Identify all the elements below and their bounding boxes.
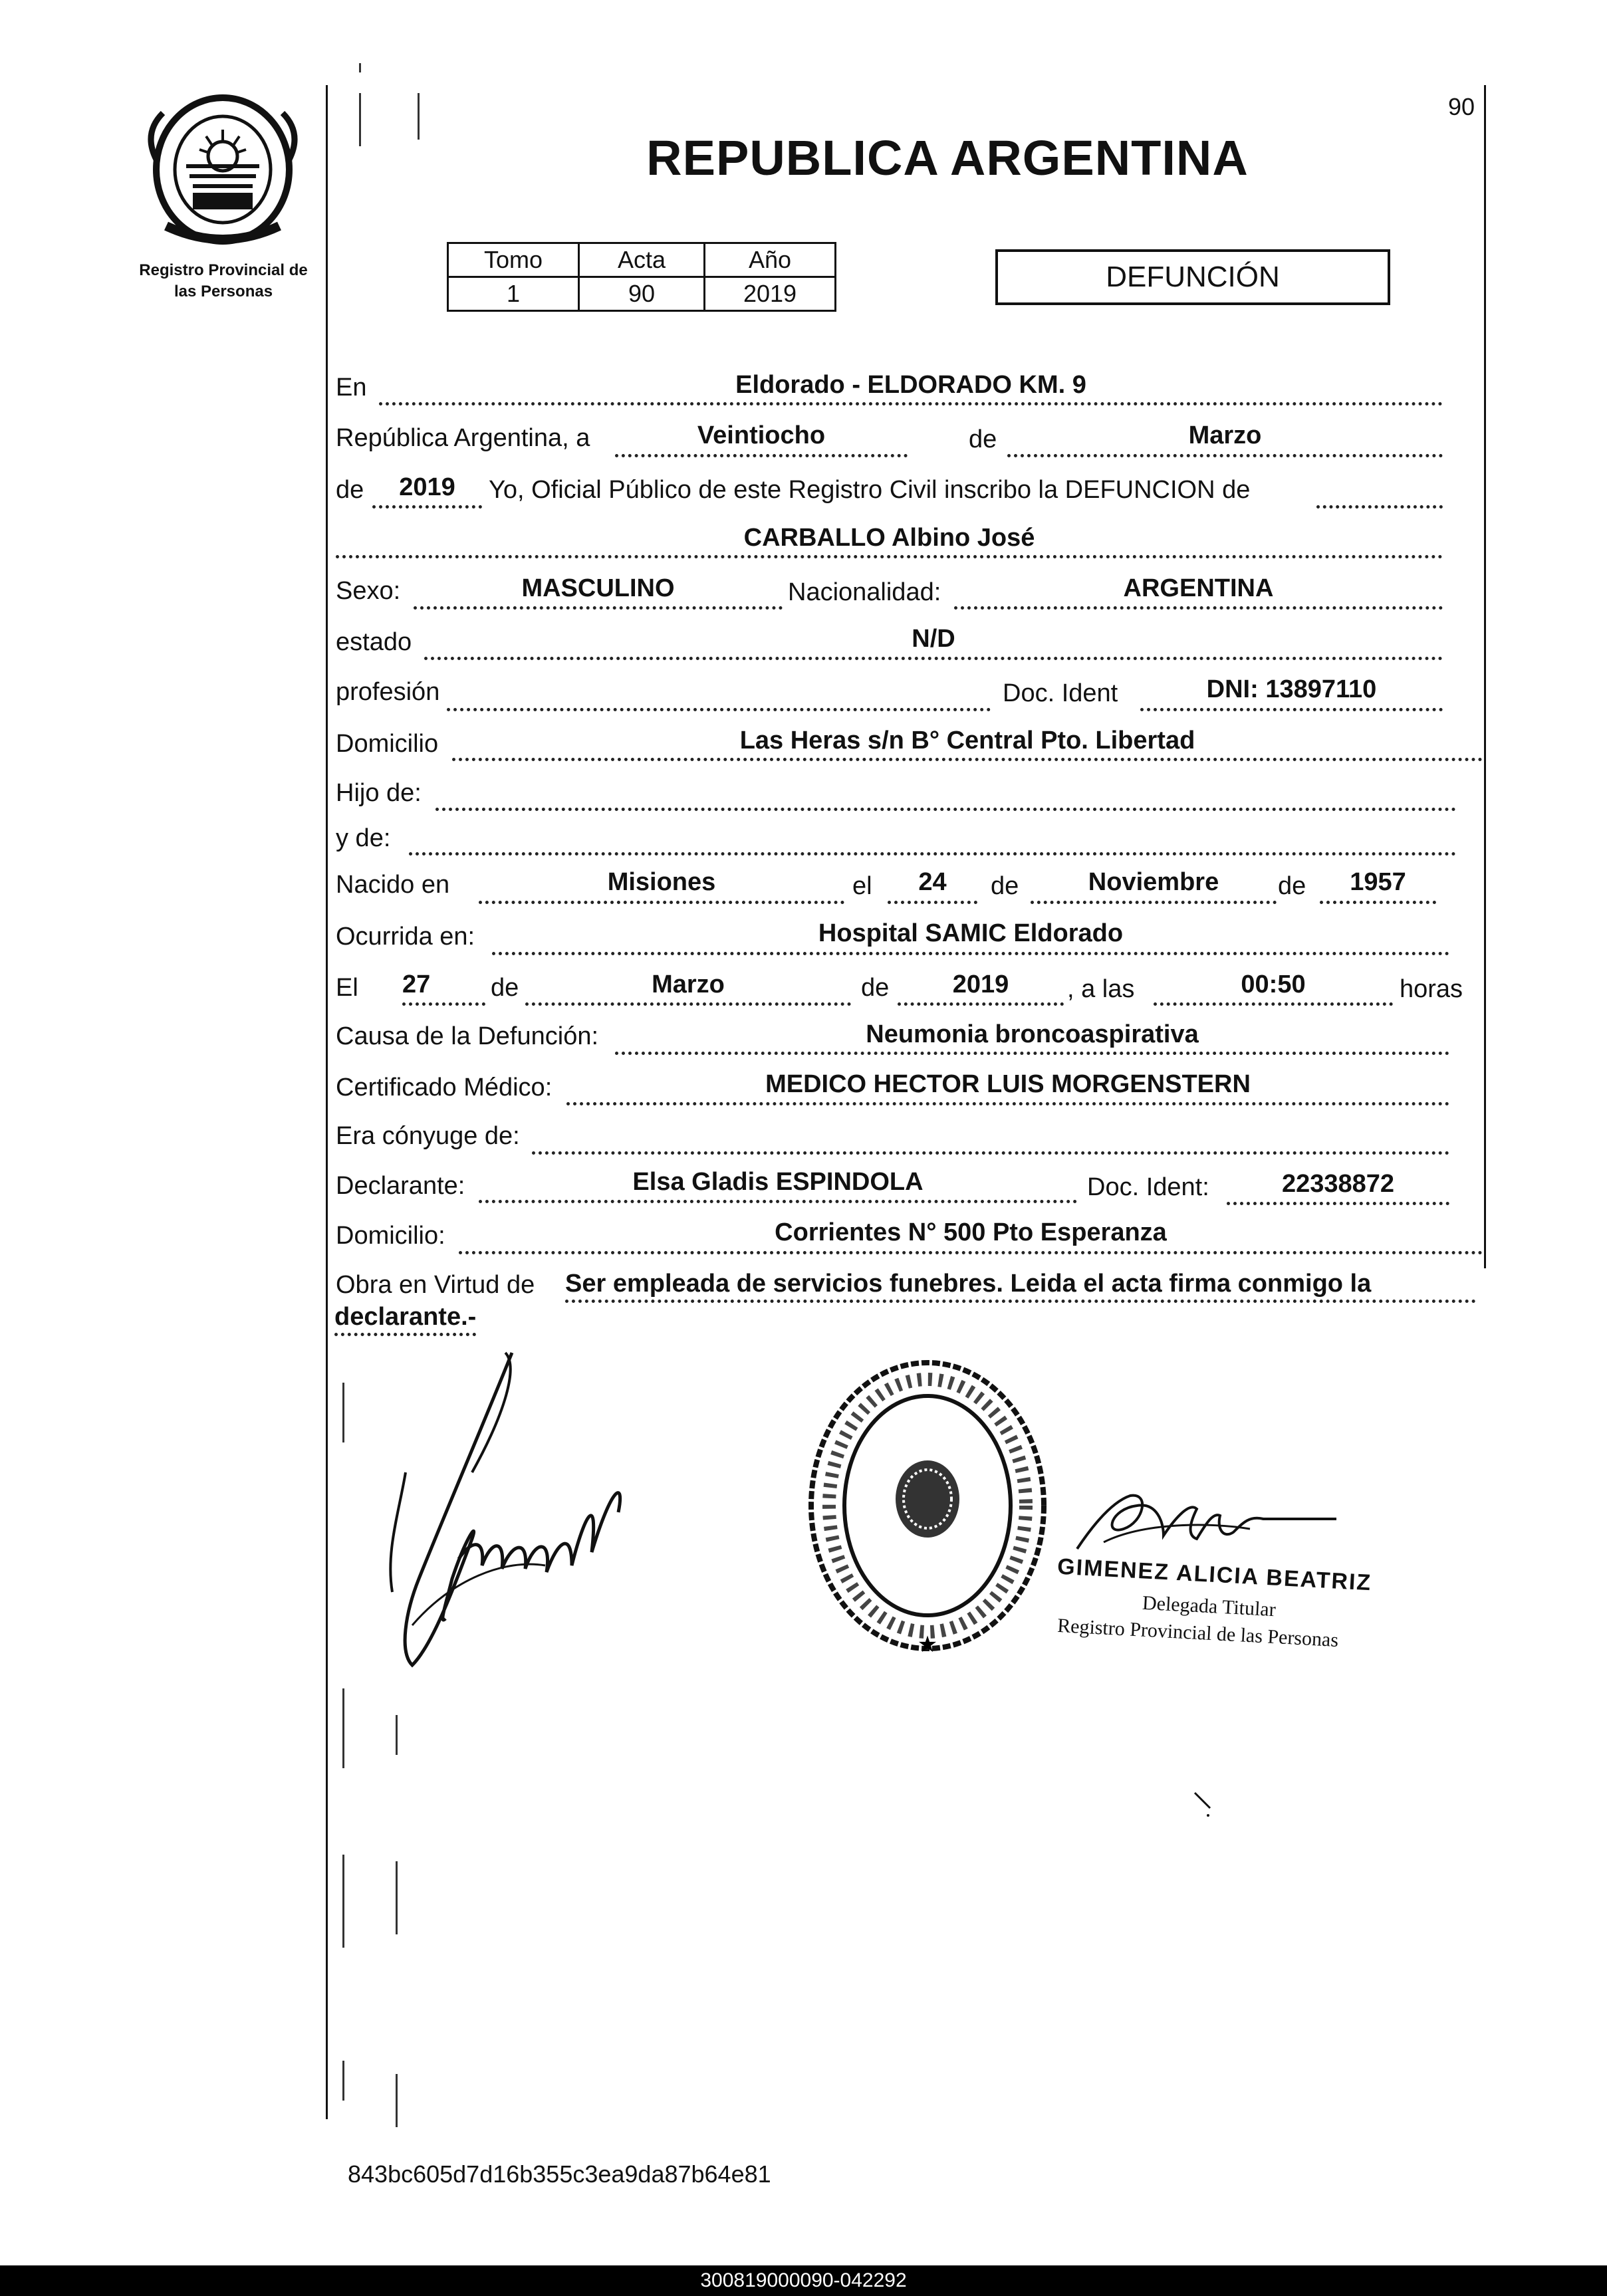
- physician-value: MEDICO HECTOR LUIS MORGENSTERN: [765, 1070, 1251, 1098]
- dotted-line: [898, 1002, 1064, 1006]
- table-header: Año: [705, 243, 836, 277]
- table-cell: 2019: [705, 277, 836, 311]
- dotted-line: [525, 1002, 851, 1006]
- label-obra: Obra en Virtud de: [336, 1271, 535, 1299]
- logo-caption: Registro Provincial de: [139, 261, 308, 279]
- document-hash: 843bc605d7d16b355c3ea9da87b64e81: [348, 2160, 771, 2188]
- obra-value-line1: Ser empleada de servicios funebres. Leida el acta firma conmigo la: [565, 1270, 1476, 1303]
- dotted-line: [424, 657, 1443, 660]
- table-header: Tomo: [448, 243, 579, 277]
- left-margin-line: [326, 85, 328, 2119]
- scan-mark: [342, 1688, 344, 1768]
- scan-mark: [396, 1861, 398, 1934]
- label-el: El: [336, 974, 358, 1002]
- label-oficial: Yo, Oficial Público de este Registro Civil inscribo la DEFUNCION de: [489, 476, 1251, 504]
- official-role: Delegada Titular: [1142, 1591, 1277, 1621]
- death-day-value: 27: [402, 971, 431, 998]
- label-y-de: y de:: [336, 824, 391, 852]
- province-seal-logo: [136, 93, 309, 246]
- dotted-line: [888, 901, 977, 904]
- dotted-line: [1140, 708, 1443, 711]
- dotted-line: [954, 606, 1443, 610]
- label-profesion: profesión: [336, 678, 440, 706]
- declarant-value: Elsa Gladis ESPINDOLA: [632, 1168, 924, 1196]
- dotted-line: [1154, 1002, 1393, 1006]
- scan-mark: [418, 93, 420, 140]
- label-nacionalidad: Nacionalidad:: [788, 578, 941, 606]
- dotted-line: [414, 606, 783, 610]
- label-declarante: Declarante:: [336, 1172, 465, 1200]
- death-year-value: 2019: [952, 971, 1009, 998]
- dotted-line: [452, 758, 1483, 761]
- label-de: de: [1278, 872, 1306, 900]
- dotted-line: [615, 454, 908, 457]
- stray-mark: [1193, 1791, 1213, 1818]
- label-de: de: [969, 425, 997, 453]
- label-nacido: Nacido en: [336, 871, 450, 899]
- dotted-line: [532, 1151, 1449, 1155]
- record-type-box: DEFUNCIÓN: [995, 249, 1390, 305]
- label-de: de: [336, 476, 364, 504]
- dotted-line: [479, 901, 844, 904]
- official-signature: [1064, 1476, 1343, 1562]
- page-title: REPUBLICA ARGENTINA: [646, 130, 1249, 185]
- death-month-value: Marzo: [652, 971, 725, 998]
- sex-value: MASCULINO: [521, 574, 675, 602]
- document-value: DNI: 13897110: [1206, 675, 1377, 703]
- dotted-line: [336, 555, 1443, 558]
- label-doc-ident: Doc. Ident:: [1087, 1173, 1209, 1201]
- label-domicilio: Domicilio: [336, 730, 439, 758]
- dotted-line: [447, 708, 991, 711]
- label-horas: horas: [1400, 975, 1463, 1003]
- label-en: En: [336, 374, 367, 402]
- scan-mark: [342, 1383, 344, 1442]
- birth-year-value: 1957: [1350, 868, 1406, 896]
- declarant-signature: [372, 1339, 652, 1685]
- dotted-line: [479, 1200, 1077, 1203]
- dotted-line: [1320, 901, 1436, 904]
- obra-value-line2: declarante.-: [334, 1303, 476, 1336]
- scan-mark: [342, 1855, 344, 1948]
- official-stamp: [801, 1349, 1054, 1662]
- day-text-value: Veintiocho: [697, 421, 826, 449]
- logo-caption: las Personas: [174, 283, 273, 300]
- scan-mark: [342, 2061, 344, 2101]
- birth-month-value: Noviembre: [1088, 868, 1219, 896]
- cause-value: Neumonia broncoaspirativa: [866, 1020, 1199, 1048]
- dotted-line: [615, 1052, 1449, 1055]
- dotted-line: [372, 505, 482, 509]
- address-value: Las Heras s/n B° Central Pto. Libertad: [739, 727, 1195, 754]
- scan-mark: [396, 1715, 398, 1755]
- label-conyuge: Era cónyuge de:: [336, 1122, 520, 1150]
- label-causa: Causa de la Defunción:: [336, 1022, 599, 1050]
- dotted-line: [566, 1102, 1449, 1105]
- scan-mark: [359, 93, 361, 146]
- scan-mark: [359, 63, 361, 72]
- official-name: GIMENEZ ALICIA BEATRIZ: [1056, 1553, 1373, 1596]
- year-value: 2019: [399, 473, 455, 501]
- table-header: Acta: [579, 243, 705, 277]
- dotted-line: [402, 1002, 485, 1006]
- dotted-line: [492, 952, 1449, 955]
- month-value: Marzo: [1188, 421, 1262, 449]
- svg-text:★: ★: [917, 1631, 938, 1658]
- label-el: el: [852, 872, 872, 900]
- right-margin-line: [1484, 85, 1486, 1268]
- label-de: de: [991, 872, 1019, 900]
- dotted-line: [435, 808, 1456, 811]
- dotted-line: [409, 852, 1456, 856]
- table-cell: 1: [448, 277, 579, 311]
- scan-mark: [396, 2074, 398, 2127]
- nationality-value: ARGENTINA: [1123, 574, 1274, 602]
- label-sexo: Sexo:: [336, 577, 401, 605]
- place-value: Eldorado - ELDORADO KM. 9: [735, 371, 1086, 399]
- label-ocurrida: Ocurrida en:: [336, 923, 475, 951]
- record-table: [447, 242, 836, 312]
- dotted-line: [1031, 901, 1277, 904]
- label-hijo: Hijo de:: [336, 779, 422, 807]
- dotted-line: [459, 1251, 1483, 1254]
- birthplace-value: Misiones: [607, 868, 716, 896]
- dotted-line: [379, 402, 1443, 405]
- label-estado: estado: [336, 628, 412, 656]
- table-cell: 90: [579, 277, 705, 311]
- label-de: de: [491, 974, 519, 1002]
- label-doc-ident: Doc. Ident: [1003, 679, 1118, 707]
- birth-day-value: 24: [918, 868, 947, 896]
- label-domicilio: Domicilio:: [336, 1222, 445, 1250]
- label-a-las: , a las: [1067, 975, 1135, 1003]
- deceased-name: CARBALLO Albino José: [743, 524, 1035, 552]
- official-office: Registro Provincial de las Personas: [1056, 1614, 1339, 1652]
- death-place-value: Hospital SAMIC Eldorado: [818, 919, 1124, 947]
- label-republica: República Argentina, a: [336, 424, 590, 452]
- page-number: 90: [1448, 93, 1475, 120]
- civil-status-value: N/D: [912, 625, 955, 653]
- declarant-address-value: Corrientes N° 500 Pto Esperanza: [775, 1218, 1167, 1246]
- label-de: de: [861, 974, 890, 1002]
- footer-code-bar: 300819000090-042292: [0, 2265, 1607, 2296]
- dotted-line: [1316, 505, 1443, 509]
- dotted-line: [1007, 454, 1443, 457]
- label-certificado: Certificado Médico:: [336, 1074, 553, 1101]
- death-time-value: 00:50: [1241, 971, 1306, 998]
- dotted-line: [1227, 1202, 1449, 1205]
- declarant-doc-value: 22338872: [1281, 1170, 1395, 1198]
